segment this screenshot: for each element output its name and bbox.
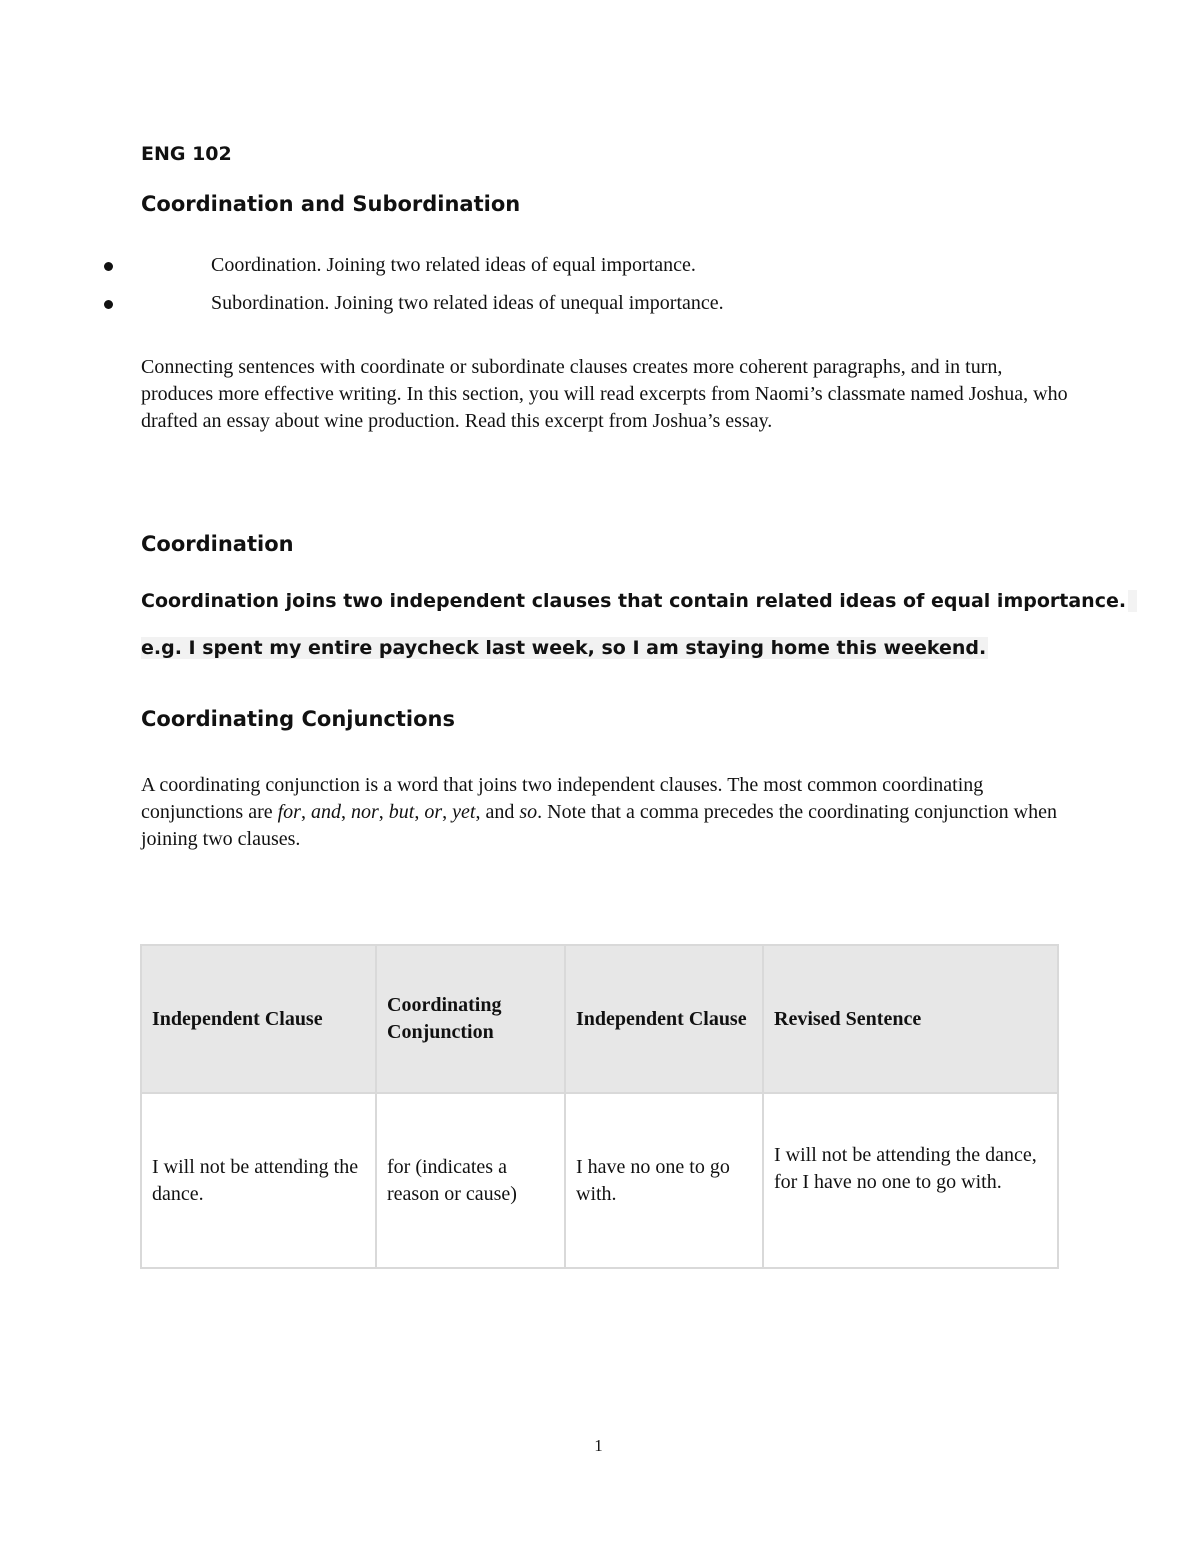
separator: , xyxy=(300,801,311,823)
table-cell: I will not be attending the dance. xyxy=(141,1093,376,1268)
table-cell: I have no one to go with. xyxy=(565,1093,763,1268)
conjunction-nor: nor xyxy=(350,801,379,823)
conjunction-and: and xyxy=(310,801,341,823)
intro-paragraph: Connecting sentences with coordinate or subordinate clauses creates more coherent paragraphs, and in turn, produces more effective writing. In this section, you will read excerpts from Naomi’s classmate named Joshua, who drafted an essay about wine production. Read this excerpt from Joshua’s essay. xyxy=(141,356,1068,432)
bullet-dot-icon xyxy=(104,300,113,309)
separator: , xyxy=(442,801,453,823)
paragraph-text: . Note that a comma precedes the coordinating conjunction when joining two clauses. xyxy=(141,801,1057,850)
coordination-heading: Coordination xyxy=(141,532,294,556)
column-header: Independent Clause xyxy=(141,945,376,1093)
separator: , xyxy=(340,801,351,823)
table-header-row xyxy=(141,945,1058,1093)
conjunction-for: for xyxy=(277,801,301,823)
column-header: Revised Sentence xyxy=(763,945,1058,1093)
coordination-definition: Coordination joins two independent clauses that contain related ideas of equal importance. xyxy=(141,590,1137,612)
conjunctions-heading: Coordinating Conjunctions xyxy=(141,707,455,731)
column-header: Independent Clause xyxy=(565,945,763,1093)
paragraph-text: A coordinating conjunction is a word that joins two independent clauses. The most common coordinating conjunctions are xyxy=(141,774,984,823)
separator: , and xyxy=(475,801,520,823)
separator: , xyxy=(414,801,425,823)
table-cell: I will not be attending the dance, for I have no one to go with. xyxy=(763,1093,1058,1268)
coordination-example: e.g. I spent my entire paycheck last week, so I am staying home this weekend. xyxy=(141,637,987,659)
course-code: ENG 102 xyxy=(141,143,232,165)
conjunction-table xyxy=(140,944,1059,1269)
bullet-item-coordination: Coordination. Joining two related ideas of equal importance. xyxy=(211,254,696,276)
conjunctions-paragraph xyxy=(141,772,1081,853)
page-number: 1 xyxy=(594,1436,603,1455)
bullet-item-subordination: Subordination. Joining two related ideas of unequal importance. xyxy=(211,292,724,314)
conjunction-yet: yet xyxy=(452,801,476,823)
bullet-dot-icon xyxy=(104,262,113,271)
conjunction-or: or xyxy=(424,801,443,823)
column-header: Coordinating Conjunction xyxy=(376,945,565,1093)
table-row xyxy=(141,1093,1058,1268)
table-cell: for (indicates a reason or cause) xyxy=(376,1093,565,1268)
conjunction-but: but xyxy=(388,801,415,823)
document-title: Coordination and Subordination xyxy=(141,192,521,216)
separator: , xyxy=(378,801,389,823)
conjunction-so: so xyxy=(519,801,538,823)
